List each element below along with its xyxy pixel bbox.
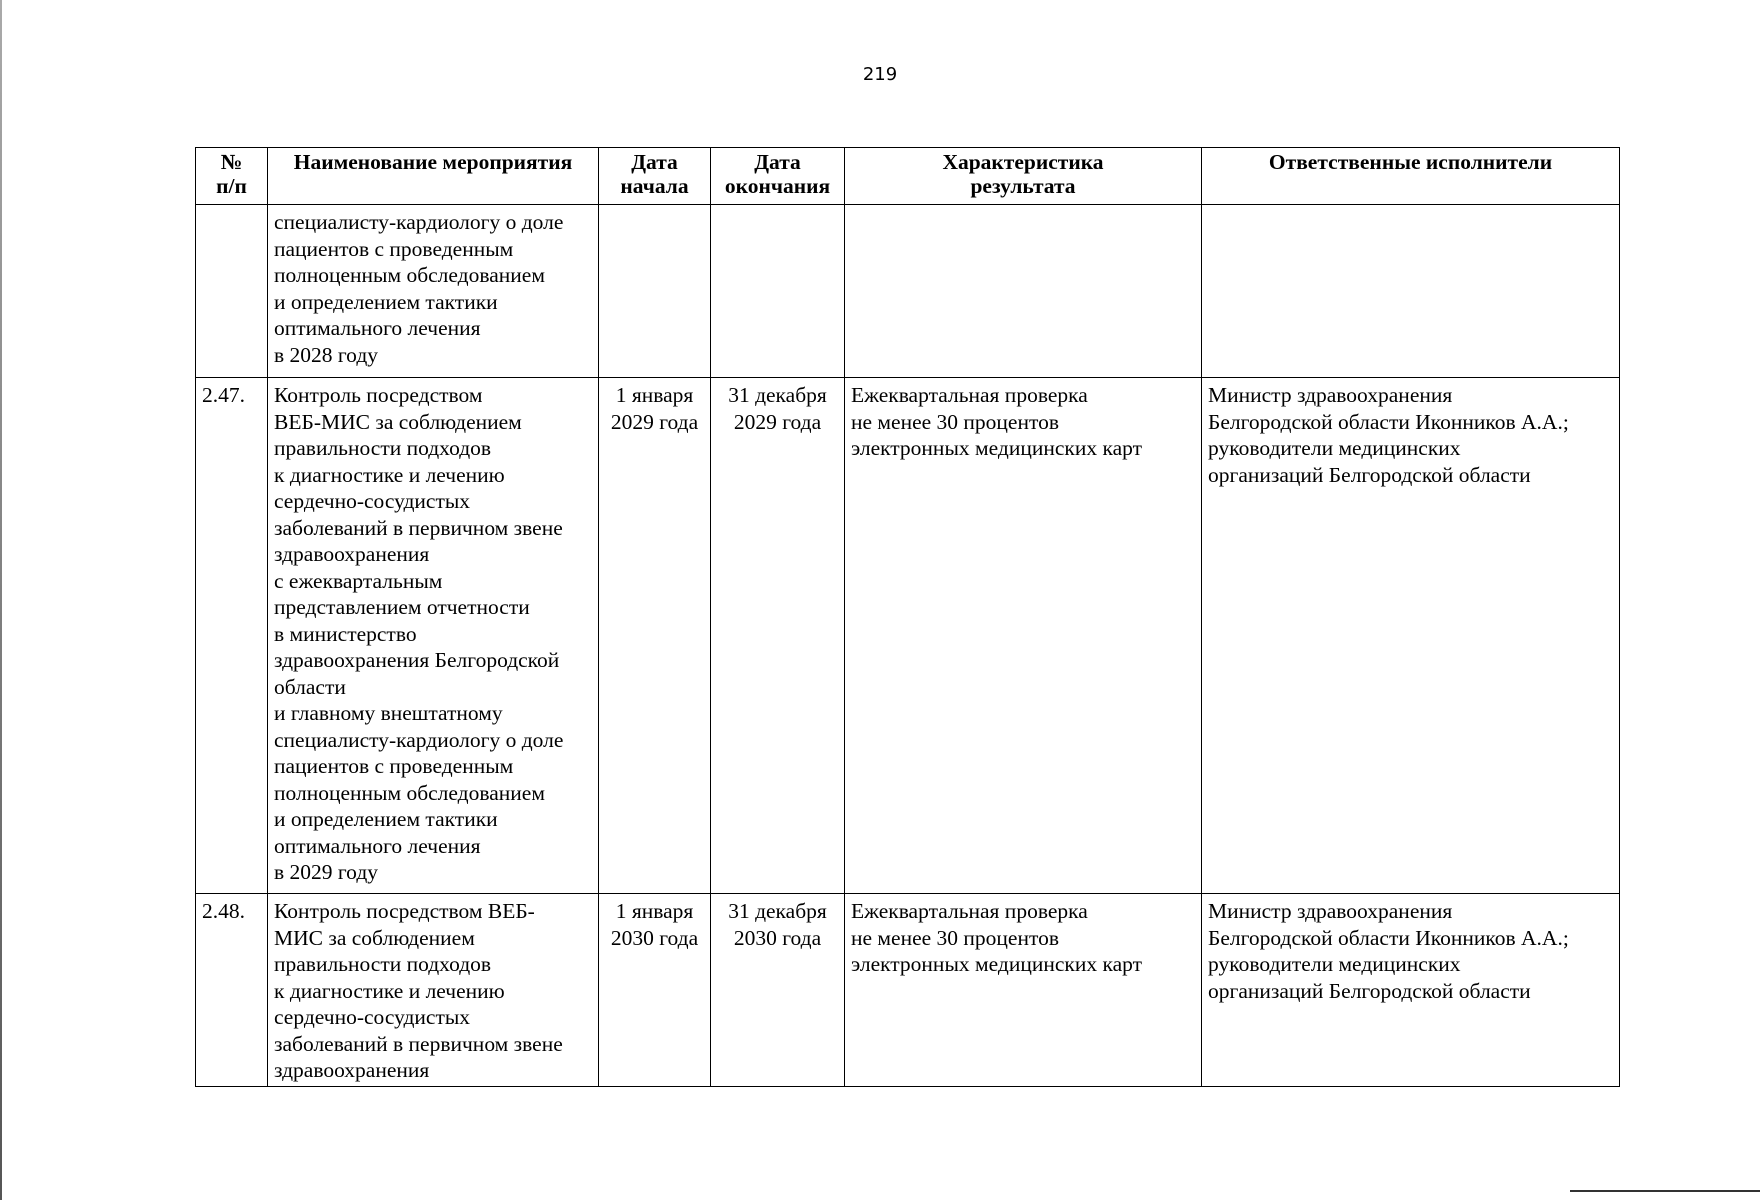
events-table xyxy=(195,147,1620,1087)
scan-artifact-line xyxy=(1570,1190,1760,1192)
row-start-date: 1 января 2029 года xyxy=(599,378,711,894)
scan-edge xyxy=(0,0,2,1200)
header-start-date: Дата начала xyxy=(599,148,711,205)
row-number: 2.48. xyxy=(196,894,268,1087)
table-row xyxy=(196,378,1620,894)
header-result: Характеристика результата xyxy=(845,148,1202,205)
row-result: Ежеквартальная проверка не менее 30 процентов электронных медицинских карт xyxy=(845,378,1202,894)
page-number: 219 xyxy=(862,64,898,85)
header-end-date: Дата окончания xyxy=(711,148,845,205)
row-event-name: Контроль посредством ВЕБ-МИС за соблюдением правильности подходов к диагностике и лечению сердечно-сосудистых заболеваний в первичном звене здравоохранения с ежеквартальным представлением отчетности в министерство здравоохранения Белгородской области и главному внештатному специалисту-кардиологу о доле пациентов с проведенным полноценным обследованием и определением тактики оптимального лечения в 2029 году xyxy=(268,378,599,894)
row-number xyxy=(196,205,268,378)
row-start-date: 1 января 2030 года xyxy=(599,894,711,1087)
row-responsible: Министр здравоохранения Белгородской области Иконников А.А.; руководители медицинских организаций Белгородской области xyxy=(1202,378,1620,894)
row-event-name: специалисту-кардиологу о доле пациентов с проведенным полноценным обследованием и определением тактики оптимального лечения в 2028 году xyxy=(268,205,599,378)
row-end-date: 31 декабря 2030 года xyxy=(711,894,845,1087)
row-event-name: Контроль посредством ВЕБ- МИС за соблюдением правильности подходов к диагностике и лечению сердечно-сосудистых заболеваний в первичном звене здравоохранения xyxy=(268,894,599,1087)
row-start-date xyxy=(599,205,711,378)
row-result: Ежеквартальная проверка не менее 30 процентов электронных медицинских карт xyxy=(845,894,1202,1087)
row-responsible xyxy=(1202,205,1620,378)
table-header-row xyxy=(196,148,1620,205)
row-number: 2.47. xyxy=(196,378,268,894)
row-responsible: Министр здравоохранения Белгородской области Иконников А.А.; руководители медицинских организаций Белгородской области xyxy=(1202,894,1620,1087)
header-responsible: Ответственные исполнители xyxy=(1202,148,1620,205)
header-event-name: Наименование мероприятия xyxy=(268,148,599,205)
table-row xyxy=(196,205,1620,378)
table-row xyxy=(196,894,1620,1087)
row-end-date xyxy=(711,205,845,378)
row-result xyxy=(845,205,1202,378)
row-end-date: 31 декабря 2029 года xyxy=(711,378,845,894)
header-number: № п/п xyxy=(196,148,268,205)
